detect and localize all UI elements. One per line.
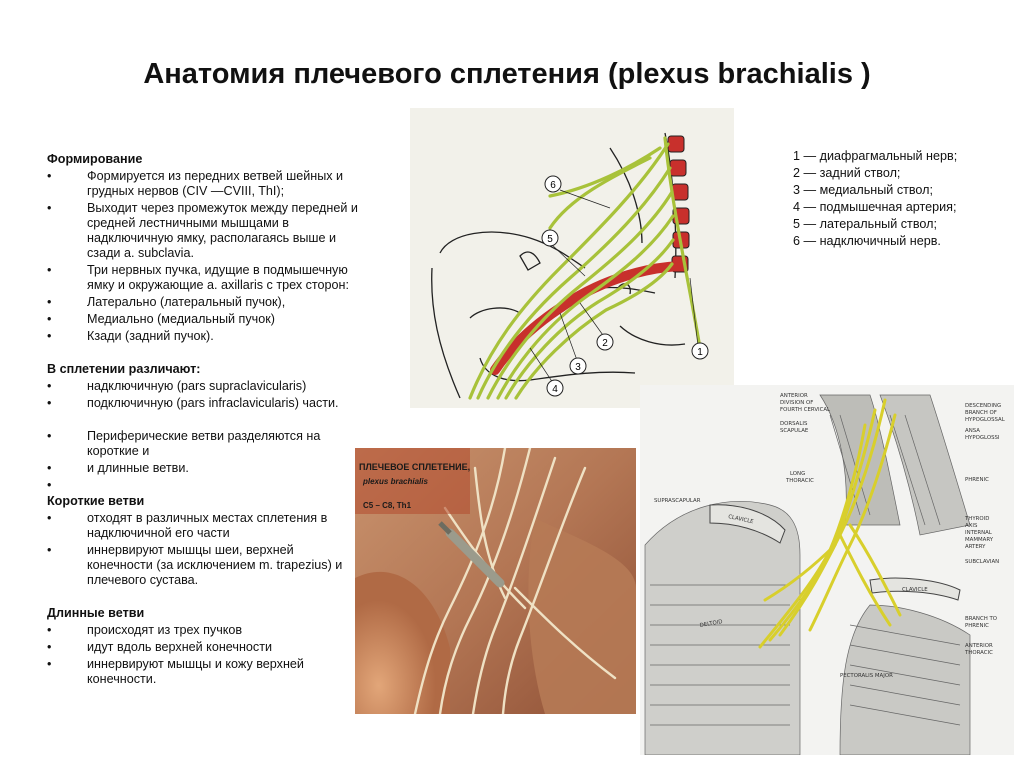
list-item: • Медиально (медиальный пучок) [47,312,359,327]
engraving-label: ANTERIOR [965,643,993,649]
list-item: • иннервируют мышцы шеи, верхней конечности (за исключением m. trapezius) и плечевого сустава. [47,543,359,588]
clavicle-label: CLAVICLE [902,587,928,593]
list-item: • Три нервных пучка, идущие в подмышечную ямку и окружающие a. axillaris с трех сторон: [47,263,359,293]
list-item: • подключичную (pars infraclavicularis) части. [47,396,359,411]
engraving-label: DORSALIS [780,421,808,427]
section-peripheral [47,429,359,492]
marker-1 [692,343,708,359]
legend-item: 3 — медиальный ствол; [793,183,934,197]
list-item: • идут вдоль верхней конечности [47,640,359,655]
engraving-label: HYPOGLOSSAL [965,417,1005,423]
engraving-label: DIVISION OF [780,400,814,406]
legend-item: 5 — латеральный ствол; [793,217,937,231]
dissection-drawing [355,448,636,714]
list-item: • Латерально (латеральный пучок), [47,295,359,310]
marker-3 [570,358,586,374]
marker-number: 1 [697,347,703,358]
section-heading: Длинные ветви [47,606,145,620]
list-item: • иннервируют мышцы и кожу верхней конечности. [47,657,359,687]
engraving-label: DESCENDING [965,403,1002,409]
list-item: • Кзади (задний пучок). [47,329,359,344]
bullet-list [47,429,359,492]
legend-item: 4 — подмышечная артерия; [793,200,957,214]
photo-label: ПЛЕЧЕВОЕ СПЛЕТЕНИЕ, [359,462,471,472]
section-short-branches [47,494,359,588]
list-item: • Формируется из передних ветвей шейных и грудных нервов (CIV —CVIII, ThI); [47,169,359,199]
section-parts [47,362,359,411]
marker-2 [597,334,613,350]
muscle-label: DELTOID [699,619,724,629]
section-formation [47,152,359,344]
engraving-label: THYROID [965,516,990,522]
schematic-drawing [410,108,734,408]
marker-4 [547,380,563,396]
text-column [47,152,359,689]
list-item-empty [47,478,359,492]
engraving-label: ANSA [965,428,980,434]
marker-number: 2 [602,338,608,349]
engraving-label: THORACIC [965,650,993,656]
legend-item: 6 — надключичный нерв. [793,234,941,248]
section-heading: В сплетении различают: [47,362,201,376]
engraving-label: PHRENIC [965,477,989,483]
bullet-list [47,511,359,588]
engraving-label: ARTERY [965,544,986,550]
photo-label: plexus brachialis [363,477,428,486]
list-item: • отходят в различных местах сплетения в надключичной его части [47,511,359,541]
marker-5 [542,230,558,246]
engraving-label: SUBCLAVIAN [965,559,1000,565]
muscle-label: PECTORALIS MAJOR [840,673,893,679]
engraving-drawing [640,385,1014,755]
legend-item: 2 — задний ствол; [793,166,901,180]
marker-6 [545,176,561,192]
engraving-label: LONG [790,471,806,477]
figure-legend [793,148,1003,250]
list-item: • и длинные ветви. [47,461,359,476]
schematic-figure [410,108,734,408]
engraving-label: PHRENIC [965,623,989,629]
marker-number: 4 [552,384,558,395]
engraving-figure [640,385,1014,755]
engraving-label: FOURTH CERVICAL [780,407,831,413]
list-item: • Периферические ветви разделяются на короткие и [47,429,359,459]
engraving-label: AXIS [965,523,978,529]
marker-number: 3 [575,362,581,373]
engraving-label: SCAPULAE [780,428,809,434]
clavicle-label: CLAVICLE [727,514,754,526]
list-item: • Выходит через промежуток между передней и средней лестничными мышцами в надключичную ямку, располагаясь выше и сзади a. subclavia. [47,201,359,261]
marker-number: 5 [547,234,553,245]
section-long-branches [47,606,359,687]
engraving-label: ANTERIOR [780,393,808,399]
bullet-list [47,169,359,344]
dissection-photo [355,448,636,714]
engraving-label: MAMMARY [965,537,994,543]
section-heading: Короткие ветви [47,494,145,508]
legend-item: 1 — диафрагмальный нерв; [793,149,958,163]
bullet-list [47,623,359,687]
section-heading: Формирование [47,152,143,166]
engraving-label: THORACIC [786,478,814,484]
engraving-label: BRANCH OF [965,410,997,416]
engraving-label: INTERNAL [965,530,992,536]
list-item: • происходят из трех пучков [47,623,359,638]
engraving-label: HYPOGLOSSI [965,435,1000,441]
bullet-list [47,379,359,411]
engraving-label: BRANCH TO [965,616,998,622]
engraving-label: SUPRASCAPULAR [654,498,701,504]
photo-label: C5 – C8, Th1 [363,501,412,510]
list-item: • надключичную (pars supraclavicularis) [47,379,359,394]
page-title: Анатомия плечевого сплетения (plexus brachialis ) [143,58,871,90]
marker-number: 6 [550,180,556,191]
